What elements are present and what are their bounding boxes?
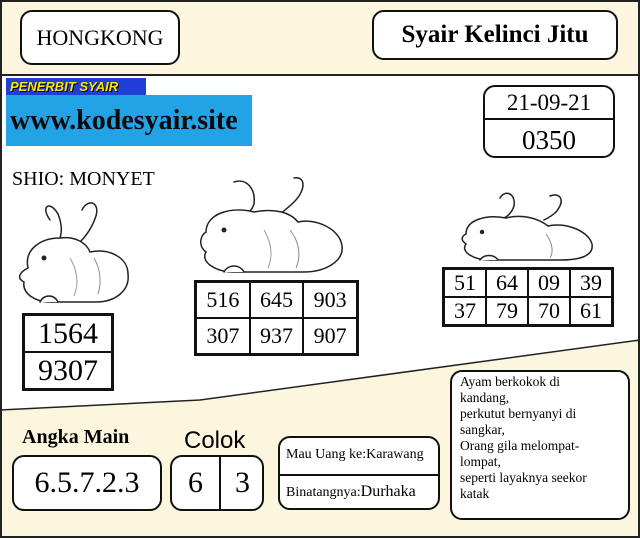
grid-2d-cell: 37	[444, 297, 486, 325]
grid-4d-cell: 9307	[24, 352, 112, 389]
mau-uang-row	[286, 447, 424, 463]
info-box	[278, 436, 440, 510]
grid-3d-cell: 645	[250, 282, 304, 318]
grid-2d-cell: 61	[570, 297, 612, 325]
angka-main-value: 6.5.7.2.3	[12, 455, 162, 511]
grid-2d-cell: 64	[486, 269, 528, 297]
rabbit-illustration-center	[194, 176, 354, 276]
angka-main-label: Angka Main	[22, 426, 130, 448]
colok-label: Colok	[184, 427, 246, 454]
date-draw-box	[483, 85, 615, 158]
mau-uang-value: Karawang	[366, 447, 424, 462]
grid-3d-cell: 307	[196, 318, 250, 354]
syair-line: katak	[460, 486, 490, 501]
publisher-label: PENERBIT SYAIR	[6, 78, 146, 96]
colok-value: 6	[172, 457, 221, 509]
market-name: HONGKONG	[20, 10, 180, 65]
grid-3d	[194, 280, 359, 356]
grid-2d-cell: 09	[528, 269, 570, 297]
grid-2d-cell: 70	[528, 297, 570, 325]
syair-line: kandang,	[460, 390, 510, 405]
draw-date: 21-09-21	[485, 87, 613, 120]
grid-3d-cell: 937	[250, 318, 304, 354]
rabbit-illustration-left	[10, 198, 134, 308]
info-divider	[280, 474, 438, 476]
grid-3d-cell: 907	[303, 318, 357, 354]
syair-line: lompat,	[460, 454, 501, 469]
syair-line: Ayam berkokok di	[460, 374, 560, 389]
shio-label: SHIO: MONYET	[12, 168, 155, 190]
website-link[interactable]: www.kodesyair.site	[6, 95, 252, 146]
draw-number: 0350	[522, 124, 576, 155]
grid-2d-cell: 79	[486, 297, 528, 325]
grid-4d-cell: 1564	[24, 315, 112, 352]
syair-line: sangkar,	[460, 422, 505, 437]
binatang-value: Durhaka	[360, 483, 416, 500]
grid-2d-cell: 39	[570, 269, 612, 297]
rabbit-illustration-right	[456, 190, 602, 262]
syair-line: seperti layaknya seekor	[460, 470, 587, 485]
colok-value: 3	[235, 466, 250, 499]
binatang-row	[286, 483, 416, 501]
grid-2d-cell: 51	[444, 269, 486, 297]
colok-box	[170, 455, 264, 511]
binatang-label: Binatangnya:	[286, 485, 361, 500]
mau-uang-label: Mau Uang ke:	[286, 447, 367, 462]
grid-3d-cell: 903	[303, 282, 357, 318]
page-title: Syair Kelinci Jitu	[372, 10, 618, 60]
syair-line: Orang gila melompat-	[460, 438, 580, 453]
grid-4d	[22, 313, 114, 391]
grid-3d-cell: 516	[196, 282, 250, 318]
grid-2d	[442, 267, 614, 327]
syair-text-box	[450, 370, 630, 520]
syair-line: perkutut bernyanyi di	[460, 406, 577, 421]
